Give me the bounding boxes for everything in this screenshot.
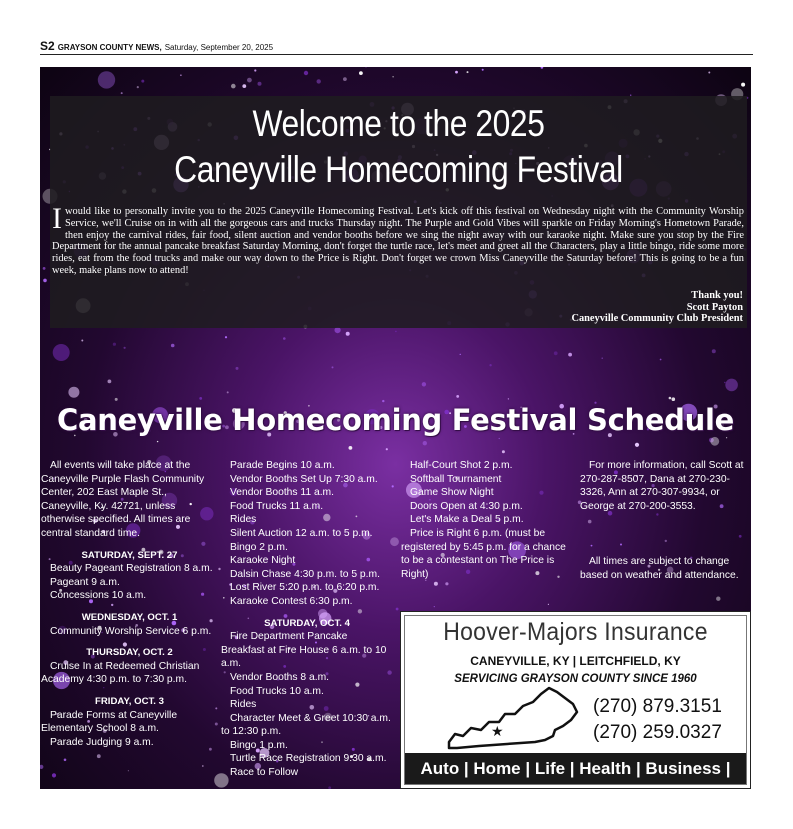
- sparkle: [422, 382, 426, 386]
- page-header: [40, 39, 753, 55]
- sparkle: [53, 344, 70, 361]
- sparkle: [202, 765, 204, 767]
- sparkle: [392, 76, 393, 77]
- event-item: Softball Tournament: [410, 473, 502, 485]
- sparkle: [247, 78, 252, 83]
- sparkle: [231, 84, 236, 89]
- schedule-column-3: [401, 459, 573, 581]
- day-heading-sat-sept-27: SATURDAY, SEPT. 27: [81, 549, 178, 561]
- sparkle: [124, 347, 126, 349]
- day-heading-sat-oct-4: SATURDAY, OCT. 4: [264, 617, 350, 629]
- event-item: Half-Court Shot 2 p.m.: [410, 460, 513, 471]
- event-item: Pageant 9 a.m.: [50, 576, 120, 588]
- event-item: Concessions 10 a.m.: [50, 590, 147, 602]
- ad-tagline: SERVICING GRAYSON COUNTY SINCE 1960: [454, 673, 697, 685]
- ad-locations: CANEYVILLE, KY | LEITCHFIELD, KY: [470, 654, 681, 668]
- schedule-column-4: [580, 459, 750, 583]
- sparkle: [199, 397, 202, 400]
- event-item: Cruise In at Redeemed Christian Academy 4:30 p.m. to 7:30 p.m.: [41, 660, 200, 686]
- day-heading-wed-oct-1: WEDNESDAY, OCT. 1: [81, 611, 178, 623]
- event-item: Vendor Booths 8 a.m.: [230, 671, 330, 683]
- event-item: Silent Auction 12 a.m. to 5 p.m.: [230, 527, 373, 539]
- event-item: Food Trucks 10 a.m.: [230, 685, 324, 697]
- event-item: Game Show Night: [410, 487, 494, 499]
- sparkle: [716, 597, 720, 601]
- sparkle: [724, 382, 725, 383]
- event-item: Community Worship Service 6 p.m.: [50, 625, 212, 637]
- sparkle: [332, 366, 334, 368]
- event-item: Character Meet & Greet 10:30 a.m. to 12:30 p.m.: [221, 712, 391, 738]
- sparkle: [254, 69, 256, 71]
- sparkle: [242, 84, 246, 88]
- ad-frame: [404, 615, 747, 809]
- ad-phone-2: (270) 259.0327: [593, 722, 722, 743]
- sparkle: [482, 69, 484, 71]
- welcome-title-line2: Caneyville Homecoming Festival: [174, 149, 623, 190]
- event-item: Food Trucks 11 a.m.: [230, 500, 324, 512]
- schedule-intro: All events will take place at the Caneyville Purple Flash Community Center, 202 East Maple St., Caneyville, Ky. 42721, unless otherwise specified. All times are central standard time.: [41, 460, 205, 539]
- sparkle: [346, 332, 350, 336]
- svg-text:★: ★: [491, 724, 504, 740]
- event-item: Doors Open at 4:30 p.m.: [410, 500, 523, 512]
- sparkle: [137, 86, 139, 88]
- sparkle: [43, 279, 47, 283]
- event-item: Fire Department Pancake Breakfast at Fire House 6 a.m. to 10 a.m.: [221, 631, 387, 670]
- sparkle: [660, 359, 662, 361]
- sparkle: [467, 71, 469, 73]
- sparkle: [225, 336, 227, 338]
- sparkle: [115, 398, 118, 401]
- sparkle: [672, 397, 676, 401]
- sparkle: [227, 391, 229, 393]
- event-item: Beauty Pageant Registration 8 a.m.: [50, 563, 213, 575]
- sparkle: [710, 437, 719, 446]
- sparkle: [328, 786, 331, 789]
- sparkle: [554, 351, 558, 355]
- kentucky-map-icon: [445, 684, 581, 754]
- sparkle: [113, 343, 116, 346]
- signoff-title: Caneyville Community Club President: [571, 313, 743, 325]
- sparkle: [508, 398, 509, 399]
- sparkle: [568, 353, 572, 357]
- event-item: Vendor Booths 11 a.m.: [230, 487, 334, 499]
- sparkle: [52, 773, 56, 777]
- sparkle: [741, 83, 745, 87]
- sparkle: [602, 358, 603, 359]
- event-item: Bingo 1 p.m.: [230, 739, 288, 751]
- schedule-column-1: [41, 459, 218, 749]
- event-item: Parade Forms at Caneyville Elementary School 8 a.m.: [41, 709, 178, 735]
- sparkle: [157, 441, 158, 442]
- sparkle: [349, 446, 353, 450]
- schedule-disclaimer: All times are subject to change based on weather and attendance.: [580, 556, 739, 581]
- event-item: Price is Right 6 p.m. (must be registered by 5:45 p.m. for a chance to be a contestant on The Price is Right): [401, 527, 566, 580]
- insurance-ad: [400, 611, 751, 809]
- sparkle: [434, 582, 438, 586]
- day-heading-thu-oct-2: THURSDAY, OCT. 2: [86, 647, 173, 659]
- welcome-title-line1: Welcome to the 2025: [252, 103, 545, 144]
- event-item: Dalsin Chase 4:30 p.m. to 5 p.m.: [230, 568, 380, 580]
- newspaper-name: GRAYSON COUNTY NEWS,: [57, 43, 162, 52]
- sparkle: [365, 67, 366, 68]
- contact-info: For more information, call Scott at 270-287-8507, Dana at 270-230-3326, Ann at 270-307-9934, or George at 270-200-3553.: [580, 460, 744, 512]
- sparkle: [434, 606, 435, 607]
- sparkle: [386, 448, 388, 450]
- event-item: Rides: [230, 514, 257, 526]
- signoff: [571, 290, 743, 325]
- event-item: Parade Judging 9 a.m.: [50, 736, 154, 748]
- sparkle: [97, 754, 101, 758]
- event-item: Vendor Booths Set Up 7:30 a.m.: [230, 473, 378, 485]
- sparkle: [68, 387, 79, 398]
- sparkle: [359, 71, 363, 75]
- sparkle: [141, 80, 144, 83]
- event-item: Race to Follow: [230, 767, 299, 779]
- schedule-title: Caneyville Homecoming Festival Schedule: [57, 403, 734, 437]
- event-item: Karaoke Contest 6:30 p.m.: [230, 595, 353, 607]
- sparkle: [258, 82, 262, 86]
- ad-company-name: Hoover-Majors Insurance: [443, 618, 708, 646]
- sparkle: [423, 441, 427, 445]
- ad-phone-1: (270) 879.3151: [593, 696, 722, 717]
- sparkle: [548, 604, 549, 605]
- sparkle: [499, 438, 500, 439]
- sparkle: [317, 79, 321, 83]
- signoff-thanks: Thank you!: [691, 290, 743, 301]
- sparkle: [304, 71, 308, 75]
- sparkle: [396, 608, 399, 611]
- drop-cap: I: [52, 202, 62, 235]
- welcome-title: [99, 101, 698, 193]
- event-item: Karaoke Night: [230, 555, 296, 567]
- sparkle: [635, 443, 639, 447]
- welcome-letter: [52, 202, 744, 277]
- event-item: Lost River 5:20 p.m. to 6:20 p.m.: [230, 582, 380, 594]
- sparkle: [502, 450, 505, 453]
- sparkle: [489, 364, 491, 366]
- welcome-body: would like to personally invite you to the 2025 Caneyville Homecoming Festival. Let's kick off this festival on Wednesday night with the Community Worship Service, we'll Cruise on in with all the gorgeous cars and trucks Thursday night. The Purple and Gold Vibes will sparkle on Friday Morning's Hometown Parade, then enjoy the carnival rides, fair food, silent auction and vendor booths before we sing the night away with our karaoke night. Make sure you stop by the Fire Department for the annual pancake breakfast Saturday Morning, don't forget the turtle race, let's meet and greet all the Characters, play a little bingo, ride some more rides, eat from the food trucks and make our way down to the Price is Right. Don't forget we crown Miss Caneyville the Saturday before! This is going to be a fun week, make plans now to attend!: [52, 206, 744, 276]
- sparkle: [128, 770, 129, 771]
- sparkle: [98, 71, 115, 88]
- sparkle: [64, 759, 67, 762]
- sparkle: [725, 379, 738, 392]
- sparkle: [669, 397, 672, 400]
- issue-date: Saturday, September 20, 2025: [164, 43, 274, 52]
- sparkle: [460, 354, 461, 355]
- event-item: Let's Make a Deal 5 p.m.: [410, 514, 524, 526]
- sparkle: [708, 72, 710, 74]
- event-item: Bingo 2 p.m.: [230, 541, 288, 553]
- sparkle: [81, 340, 83, 342]
- sparkle: [445, 582, 448, 585]
- event-item: Parade Begins 10 a.m.: [230, 460, 335, 471]
- sparkle: [180, 74, 182, 76]
- sparkle: [236, 367, 239, 370]
- sparkle: [541, 67, 544, 69]
- sparkle: [40, 765, 43, 769]
- sparkle: [455, 71, 458, 74]
- schedule-column-2: [221, 459, 393, 780]
- event-item: Turtle Race Registration 9:30 a.m.: [230, 753, 387, 765]
- page-number: S2: [40, 39, 55, 53]
- sparkle: [43, 267, 46, 270]
- sparkle: [121, 92, 123, 94]
- sparkle: [712, 349, 716, 353]
- day-heading-fri-oct-3: FRIDAY, OCT. 3: [95, 695, 164, 707]
- sparkle: [171, 344, 175, 348]
- sparkle: [108, 380, 112, 384]
- event-item: Rides: [230, 699, 257, 711]
- sparkle: [395, 331, 397, 333]
- sparkle: [283, 337, 286, 340]
- ad-services-bar: Auto | Home | Life | Health | Business | Farm: [405, 753, 746, 784]
- sparkle: [456, 395, 459, 398]
- signoff-name: Scott Payton: [686, 301, 743, 313]
- sparkle: [343, 77, 347, 81]
